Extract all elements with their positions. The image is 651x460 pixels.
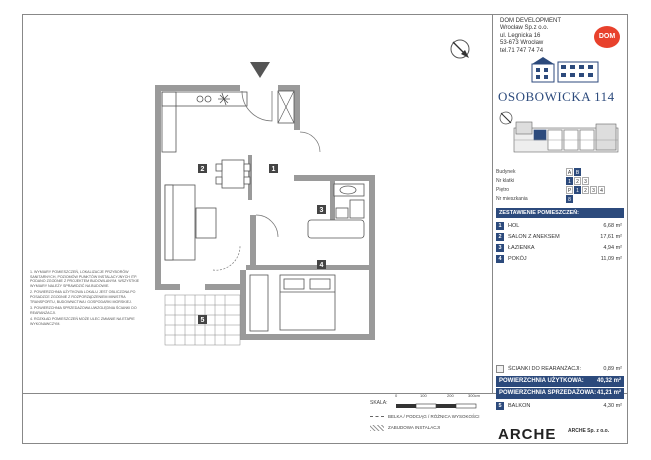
room-row: [496, 221, 624, 231]
notes-block: [30, 270, 148, 327]
developer-company: Wrocław Sp.z o.o.: [500, 25, 549, 32]
location-cell-active: B: [575, 170, 580, 176]
note-line: 2. POWIERZCHNIA UŻYTKOWA LOKALU JEST OBLICZONA PO POSADZCE ZGODNIE Z ROZPORZĄDZENIEM MINISTRA TRANSPORTU, BUDOWNICTWA I GOSPODARKI MORSKIEJ.: [30, 290, 136, 304]
scale-tick: 100: [420, 393, 427, 398]
room-area: 17,61 m²: [600, 234, 622, 240]
scale-tick: 300cm: [468, 393, 481, 398]
room-row: [496, 254, 624, 264]
location-cell: 3: [582, 177, 589, 185]
note-line: 4. ROZKŁAD POMIESZCZEŃ MOŻE ULEC ZMIANIE NA ETAPIE WYKONAWCZYM.: [30, 317, 135, 326]
location-cell-active: 8: [566, 195, 573, 203]
developer-logo: DOM: [594, 26, 620, 48]
room-name: HOL: [508, 223, 520, 229]
location-cell-active: 1: [574, 186, 581, 194]
room-number: 1: [496, 222, 504, 230]
room-label-4: 4: [319, 262, 324, 269]
location-cell: 4: [598, 186, 605, 194]
usable-area-value: 40,32 m²: [596, 378, 621, 384]
legend-label: BELKA / PODCIĄG / RÓŻNICA WYSOKOŚCI: [388, 414, 480, 419]
key-plan-floor: [512, 118, 622, 162]
usable-area-row: [496, 376, 624, 387]
room-area: 11,09 m²: [600, 256, 622, 262]
rearrange-value: 0,89 m²: [603, 366, 622, 372]
room-name: ŁAZIENKA: [508, 245, 535, 251]
room-area: 4,94 m²: [603, 245, 622, 251]
sale-area-value: 41,21 m²: [596, 390, 621, 396]
room-row: [496, 243, 624, 253]
developer-name: DOM DEVELOPMENT: [500, 18, 562, 24]
floor-plan: [150, 60, 380, 350]
room-label-1: 1: [271, 166, 276, 173]
location-cell: 2: [582, 186, 589, 194]
location-cell: P: [567, 188, 572, 194]
project-name: OSOBOWICKA 114: [498, 89, 615, 104]
scale-tick: 200: [447, 393, 454, 398]
location-cell: A: [567, 170, 572, 176]
balcony-number: 5: [496, 402, 504, 410]
balcony-label: BALKON: [508, 403, 531, 409]
developer-city: 53-673 Wrocław: [500, 40, 544, 47]
balcony-row: [496, 401, 624, 411]
room-name: POKÓJ: [508, 256, 527, 262]
sale-area-row: [496, 388, 624, 399]
room-name: SALON Z ANEKSEM: [508, 234, 560, 240]
scale-tick: 0: [395, 393, 398, 398]
bed: [280, 275, 335, 330]
bathroom-fixtures: [308, 184, 364, 238]
location-row-floor: [496, 186, 624, 195]
balcony-value: 4,30 m²: [603, 403, 622, 409]
developer-phone: tel.71 747 74 74: [500, 47, 544, 54]
building-illustration-icon: [530, 56, 602, 84]
note-line: 3. POWIERZCHNIA SPRZEDAŻOWA UWZGLĘDNIA ŚCIANKI DO REARANŻACJI.: [30, 306, 137, 315]
wardrobe: [250, 275, 268, 331]
legend-label: ZABUDOWA INSTALACJI: [388, 425, 441, 430]
location-row-unit: [496, 195, 624, 204]
legend-swatch-beam: [370, 416, 384, 421]
rearrange-row: [496, 364, 624, 374]
scale-label: SKALA:: [370, 400, 388, 406]
developer-info: [500, 18, 561, 55]
kitchen-counter: [162, 92, 247, 152]
north-arrow-icon: [447, 36, 473, 62]
scale-bar: [394, 400, 484, 410]
location-row-label: Nr mieszkania: [496, 196, 528, 202]
location-row-label: Budynek: [496, 169, 516, 175]
location-row-stairwell: [496, 177, 624, 186]
room-label-5: 5: [200, 317, 205, 324]
arche-logo: ARCHE: [498, 426, 557, 443]
note-line: 1. WYMIARY POMIESZCZEŃ, LOKALIZACJE PRZYBORÓW SANITARNYCH, POZIOMÓW PUNKTÓW INSTALACYJNYCH ITP. PODANO ZGODNIE Z PROJEKTEM BUDOWLANYM. WSZYSTKIE WYMIARY NALEŻY SPRAWDZIĆ NA BUDOWIE.: [30, 270, 140, 288]
sofa: [165, 185, 216, 260]
room-label-3: 3: [319, 207, 324, 214]
room-row: [496, 232, 624, 242]
room-label-2: 2: [200, 166, 205, 173]
rearrange-swatch: [496, 365, 504, 373]
location-cell: 3: [590, 186, 597, 194]
arche-company: ARCHE Sp. z o.o.: [568, 428, 610, 434]
location-cell-active: 1: [566, 177, 573, 185]
location-table: [496, 168, 624, 204]
location-row-building: [496, 168, 624, 177]
developer-street: ul. Legnicka 16: [500, 32, 541, 39]
room-number: 2: [496, 233, 504, 241]
sale-area-label: POWIERZCHNIA SPRZEDAŻOWA:: [499, 390, 597, 396]
rooms-table-header: ZESTAWIENIE POMIESZCZEŃ:: [496, 208, 624, 218]
usable-area-label: POWIERZCHNIA UŻYTKOWA:: [499, 378, 584, 384]
sidebar-divider: [492, 14, 493, 394]
location-row-label: Piętro: [496, 187, 510, 193]
location-row-label: Nr klatki: [496, 178, 515, 184]
entrance-arrow-icon: [250, 62, 270, 78]
room-number: 4: [496, 255, 504, 263]
location-cell: 2: [574, 177, 581, 185]
dining-set: [216, 160, 250, 188]
rearrange-label: ŚCIANKI DO REARANŻACJI:: [508, 366, 582, 372]
room-number: 3: [496, 244, 504, 252]
legend-swatch-installation: [370, 425, 384, 431]
room-area: 6,68 m²: [603, 223, 622, 229]
